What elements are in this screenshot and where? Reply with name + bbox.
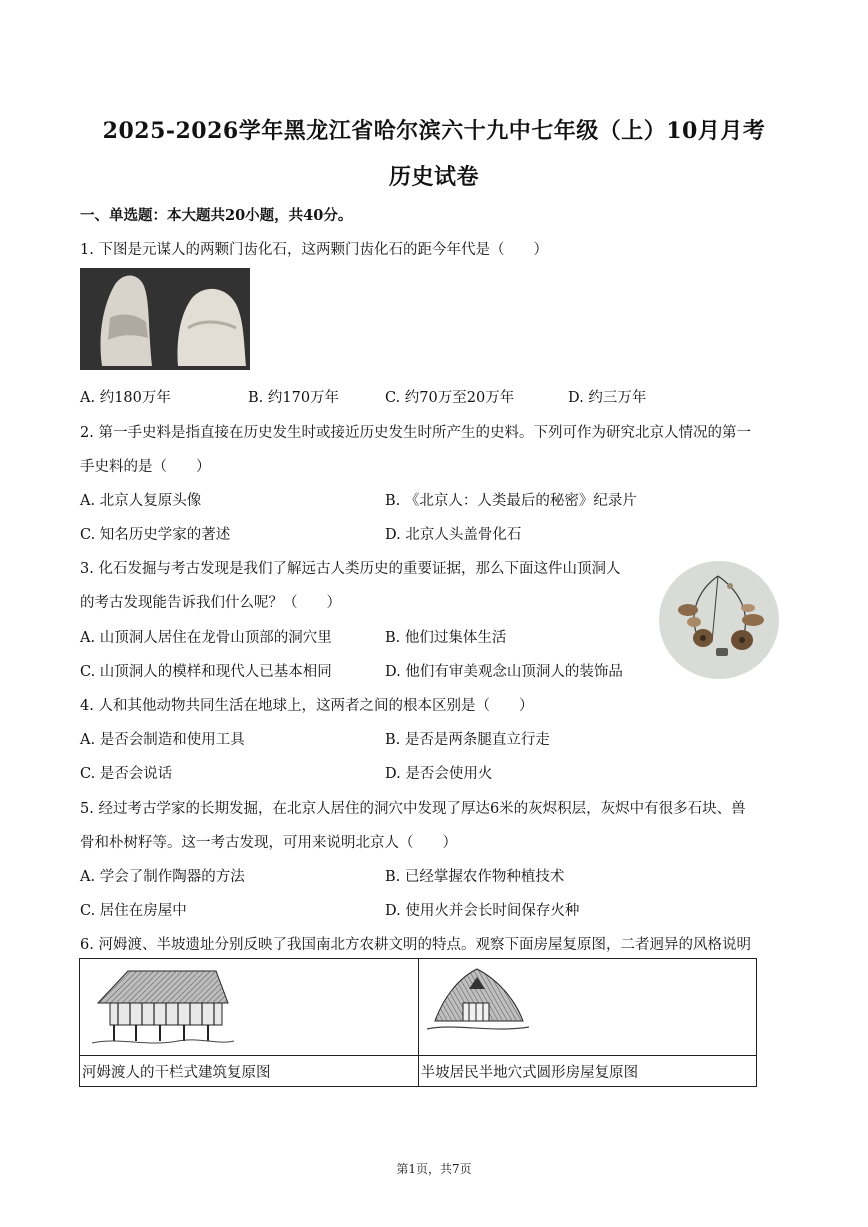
question-5-option-d: D. 使用火并会长时间保存火种 [385, 903, 580, 919]
question-3-option-c: C. 山顶洞人的模样和现代人已基本相同 [80, 664, 332, 680]
question-3-option-a: A. 山顶洞人居住在龙骨山顶部的洞穴里 [80, 630, 332, 646]
question-2-option-b: B. 《北京人：人类最后的秘密》纪录片 [385, 493, 637, 509]
question-4-option-d: D. 是否会使用火 [385, 766, 493, 782]
question-5-stem-line2: 骨和朴树籽等。这一考古发现，可用来说明北京人（ ） [80, 835, 457, 851]
question-5-option-c: C. 居住在房屋中 [80, 903, 187, 919]
section-heading: 一、单选题：本大题共20小题，共40分。 [80, 207, 353, 224]
banpo-caption: 半坡居民半地穴式圆形房屋复原图 [418, 1056, 756, 1087]
question-6-stem: 6. 河姆渡、半坡遗址分别反映了我国南北方农耕文明的特点。观察下面房屋复原图，二者迥异的风格说明 [80, 937, 751, 953]
question-1-stem: 1. 下图是元谋人的两颗门齿化石，这两颗门齿化石的距今年代是（ ） [80, 242, 548, 258]
question-2-option-c: C. 知名历史学家的著述 [80, 527, 231, 543]
question-1-option-a: A. 约180万年 [80, 390, 171, 406]
question-3-option-b: B. 他们过集体生活 [385, 630, 507, 646]
page-subtitle: 历史试卷 [388, 164, 479, 190]
question-1-option-d: D. 约三万年 [568, 390, 647, 406]
question-5-stem-line1: 5. 经过考古学家的长期发掘，在北京人居住的洞穴中发现了厚达6米的灰烬积层，灰烬中有很多石块、兽 [80, 801, 746, 817]
question-3-option-d: D. 他们有审美观念山顶洞人的装饰品 [385, 664, 623, 680]
hemudu-house-image-cell [80, 959, 419, 1056]
page-title: 2025-2026学年黑龙江省哈尔滨六十九中七年级（上）10月月考 [102, 118, 766, 144]
question-3-stem-line2: 的考古发现能告诉我们什么呢？（ ） [80, 595, 341, 611]
question-1-option-c: C. 约70万至20万年 [385, 390, 515, 406]
question-5-option-a: A. 学会了制作陶器的方法 [80, 869, 245, 885]
hemudu-caption: 河姆渡人的干栏式建筑复原图 [80, 1056, 419, 1087]
question-2-option-d: D. 北京人头盖骨化石 [385, 527, 522, 543]
banpo-house-image-cell [418, 959, 756, 1056]
question-2-option-a: A. 北京人复原头像 [80, 493, 202, 509]
question-4-option-c: C. 是否会说话 [80, 766, 173, 782]
question-4-stem: 4. 人和其他动物共同生活在地球上，这两者之间的根本区别是（ ） [80, 698, 534, 714]
tooth-fossil-image [80, 268, 250, 370]
question-3-stem-line1: 3. 化石发掘与考古发现是我们了解远古人类历史的重要证据，那么下面这件山顶洞人 [80, 561, 621, 577]
question-4-option-b: B. 是否是两条腿直立行走 [385, 732, 550, 748]
page-number: 第1页，共7页 [396, 1162, 472, 1176]
question-2-stem-line1: 2. 第一手史料是指直接在历史发生时或接近历史发生时所产生的史料。下列可作为研究北京人情况的第一 [80, 425, 751, 441]
question-4-option-a: A. 是否会制造和使用工具 [80, 732, 245, 748]
stilt-house-image [88, 963, 238, 1053]
question-1-option-b: B. 约170万年 [248, 390, 340, 406]
question-2-stem-line2: 手史料的是（ ） [80, 459, 211, 475]
round-semi-pit-house-image [423, 963, 533, 1043]
question-5-option-b: B. 已经掌握农作物种植技术 [385, 869, 565, 885]
necklace-ornament-image [658, 560, 780, 680]
house-comparison-table [79, 958, 757, 1087]
